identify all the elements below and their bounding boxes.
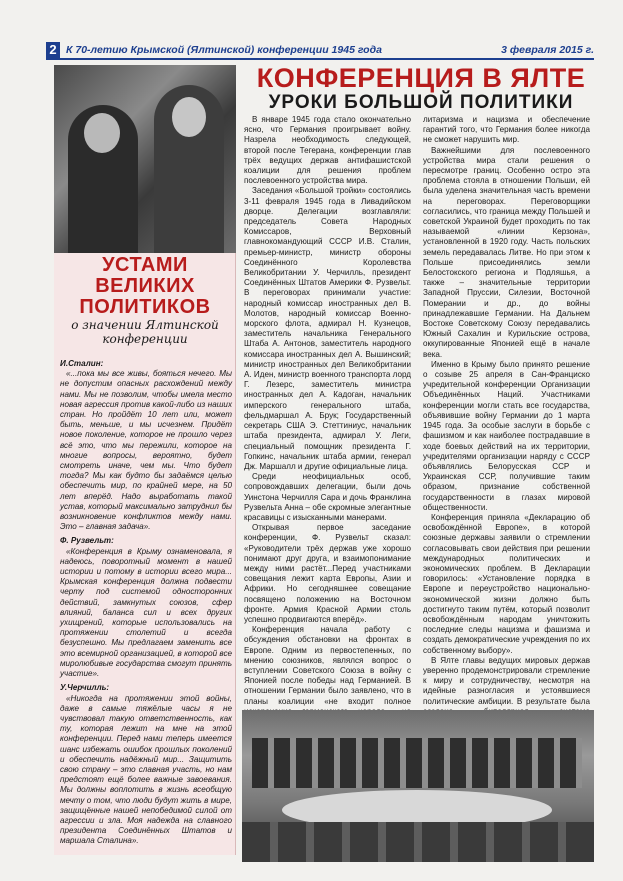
paragraph: В Ялте главы ведущих мировых держав уверенно продемонстрировали стремление к миру и сотрудничеству, несмотря на идейные разногласия и устоявшиеся политические амбиции. В результате была: [423, 655, 590, 706]
paragraph: Важнейшими для послевоенного устройства мира стали решения о пересмотре границ. Особенно остро эта проблема стояла в отношении Польши, ей была уделена значительная часть времени на переговорах. Переговорщики согласились, что граница между Польшей и советской Украиной будет проходить по так называемой «линии Керзона», установленной в 1920 году. Часть польских земель передавалась Литве. Но при этом к Польше присоединялись земли Белостокского региона и Подляшья, а также – значительные территории Западной Пруссии, Силезии, Восточной Померании и др., до войны принадлежавшие Германии. На Дальнем Востоке Советскому Союзу передавались Южный Сахалин и Курильские острова, оккупированные Японией ещё в начале века.: [423, 145, 590, 359]
quote-author-churchill: У.Черчилль:: [60, 683, 110, 693]
quote-text-stalin: «...пока мы все живы, бояться нечего. Мы не допустим опасных расхождений между нами. Мы не позволим, чтобы имела место новая агрессия против какой-либо из наших стран. Но пройдёт 10 лет или, может быть, меньше, и мы исчезнем. Придёт новое поколение, которое не прошло через всё это, что мы пережили, которое на многие вопросы, вероятно, будет смотреть иначе, чем мы. Что будет тогда? Мы как будто бы задаёмся целью обеспечить мир, по крайней мере, на 50 лет вперёд. Надо выработать такой устав, который максимально затруднил бы возникновение конфликтов между нами. Это – главная задача».: [60, 369, 232, 532]
article-headline: [248, 64, 594, 114]
header-title: К 70-летию Крымской (Ялтинской) конференции 1945 года: [66, 44, 382, 56]
article-subtitle: УРОКИ БОЛЬШОЙ ПОЛИТИКИ: [268, 92, 574, 113]
header-date: 3 февраля 2015 г.: [501, 44, 594, 56]
photo-conference-table: [242, 710, 594, 862]
paragraph: Открывая первое заседание конференции, Ф. Рузвельт сказал: «Руководители трёх держав уже хорошо понимают друг друга, и взаимопонимание между ними растёт...Перед участниками совещания лежит карта Европы, Азии и Африки. Но сегодняшнее совещание посвящено положению на Восточном фронте. Армия Красной Армии столь успешно продвигаются вперёд».: [244, 523, 411, 624]
photo-churchill-stalin: [54, 65, 236, 253]
paragraph: Конференция приняла «Декларацию об освобождённой Европе», в которой союзные державы заявили о стремлении согласовывать свои действия при решении международных политических и экономических проблем. В Декларации говорилось: «Установление порядка в Европе и переустройство национально-экономической жизни должно быть достигнуто таким путём, который позволит освобождённым народам уничтожить последние следы нацизма и фашизма и создать демократические учреждения по их собственному выбору».: [423, 512, 590, 655]
photo-seated-delegates: [242, 822, 594, 862]
quote-author-roosevelt: Ф. Рузвельт:: [60, 536, 114, 546]
article-title: КОНФЕРЕНЦИЯ В ЯЛТЕ: [256, 63, 586, 93]
paragraph: Среди неофициальных особ, сопровождавших делегации, были дочь Уинстона Черчилля Сара и дочь Франклина Рузвельта Анна – обе скромные элегантные красавицы с изысканными манерами.: [244, 472, 411, 522]
page-number: 2: [46, 42, 60, 58]
sidebar-title-main: УСТАМИ ВЕЛИКИХ ПОЛИТИКОВ: [79, 254, 211, 318]
paragraph: Именно в Крыму было принято решение о созыве 25 апреля в Сан-Франциско учредительной конференции Организации Объединённых Наций. Участниками конференции могли стать все государства, объявившие войну Германии до 1 марта 1945 года. За особые заслуги в борьбе с фашизмом и как наиболее пострадавшие в ходе боевых действий на их территории, учредителями организации наряду с СССР объявлялись Белорусская ССР и Украинская ССР, получившие таким образом, признание собственной государственности в глазах мировой общественности.: [423, 359, 590, 512]
photo-face-right: [172, 97, 206, 137]
page-header: [46, 44, 594, 60]
photo-standing-delegates: [252, 738, 582, 788]
quote-text-churchill: «Никогда на протяжении этой войны, даже в самые тяжёлые часы я не чувствовал такую ответственность, как ту, которая лежит на мне на этой конференции. Перед нами теперь имеется шанс избежать ошибок прошлых поколений и обеспечить надёжный мир... Защитить свою страну – это славная участь, но нам предстоят ещё более важные завоевания. Мы должны воплотить в жизнь всеобщую мечту о том, что люди будут жить в мире, защищённые нашей непобедимой силой от агрессии и зла. Моя надежда на славного президента Соединённых Штатов и маршала Сталина».: [60, 693, 232, 846]
paragraph: Заседания «Большой тройки» состоялись 3-11 февраля 1945 года в Ливадийском дворце. Делегации возглавляли: председатель Совета Народных Комиссаров, Верховный главнокомандующий СССР И.В. Сталин, премьер-министр, министр обороны Соединённого Королевства Великобритании У. Черчилль, президент Соединённых Штатов Америки Ф. Рузвельт. В переговорах принимали участие: народный комиссар иностранных дел В. Молотов, народный комиссар Военно-морского флота, адмирал Н. Кузнецов, заместитель начальника Генерального Штаба А. Антонов, заместитель народного комиссара иностранных дел А. Вышинский; министр иностранных дел Великобритании А. Иден, министр военного транспорта лорд Г. Лезерс, заместитель министра иностранных дел А. Кадоган, начальник имперского генерального штаба, фельдмаршал А. Брук; Государственный секретарь США Э. Стеттиниус, начальник штаба президента, адмирал У. Леги, специальный помощник президента Г. Гопкинс, начальник штаба армии, генерал Дж. Маршалл и другие официальные лица.: [244, 186, 411, 471]
sidebar-quote-list: [60, 355, 232, 847]
paragraph: В январе 1945 года стало окончательно ясно, что Германия проигрывает войну. Назрела необходимость следующей, второй после Тегерана, конференции глав трёх ведущих держав антифашистской коалиции для решения проблем послевоенного устройства мира.: [244, 115, 411, 186]
article-column-2: [423, 115, 590, 748]
quote-author-stalin: И.Сталин:: [60, 359, 104, 368]
article-column-1: [244, 115, 411, 727]
quote-text-roosevelt: «Конференция в Крыму ознаменовала, я надеюсь, поворотный момент в нашей истории и потому в истории всего мира... Крымская конференция должна подвести черту под системой односторонних действий, замкнутых союзов, сфер влияний, баланса сил и всех других ухищрений, которые использовались на протяжении столетий и всегда безуспешно. Мы предлагаем заменить все это всемирной организацией, в которой все миролюбивые государства смогут принять участие».: [60, 546, 232, 679]
sidebar-quotes: [54, 65, 236, 855]
paragraph: Конференция начала работу с обсуждения обстановки на фронтах в Европе. Одним из первостепенных, по мнению союзников, являлся вопрос о вступлении Советского Союза в войну с Японией после победы над Германией. В отношении Германии было заявлено, что в планы коалиции «не входит полное: [244, 625, 411, 706]
sidebar-title: [54, 255, 236, 346]
paragraph: литаризма и нацизма и обеспечение гарантий того, что Германия более никогда не сможет нарушить мир.: [423, 115, 590, 145]
photo-face-left: [84, 113, 120, 153]
sidebar-title-sub: о значении Ялтинской конференции: [71, 318, 219, 346]
